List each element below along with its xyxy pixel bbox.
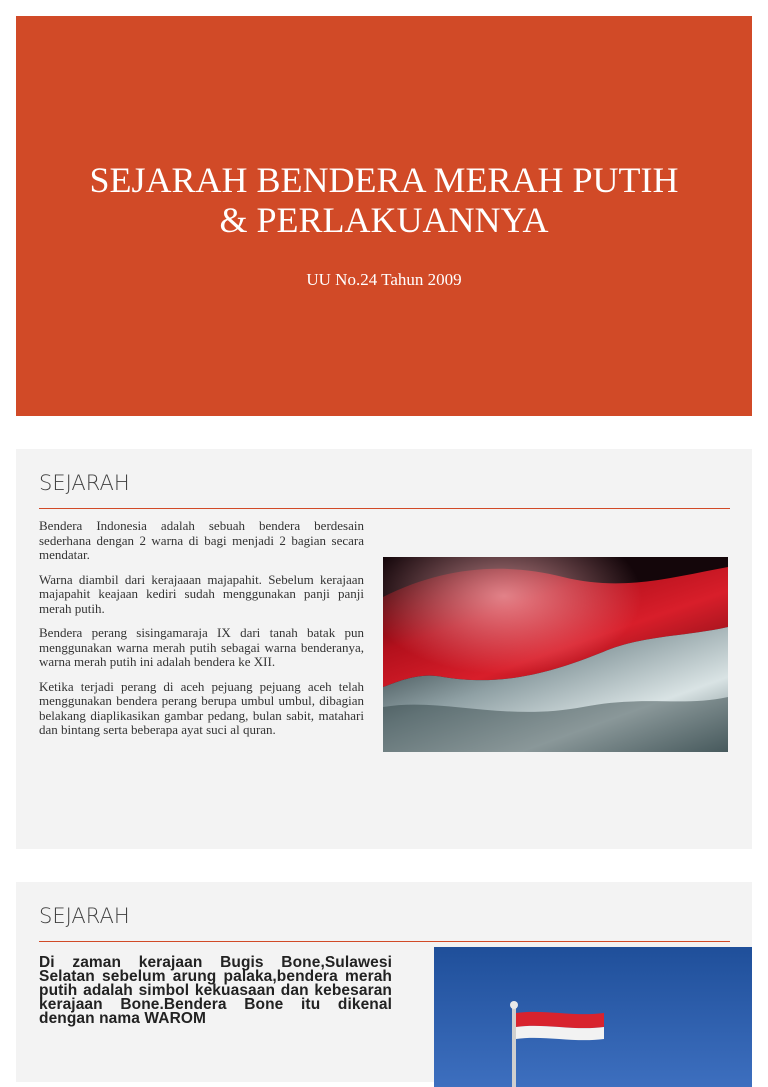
content-slide-2 bbox=[16, 882, 752, 1082]
slide-heading: SEJARAH bbox=[39, 471, 130, 495]
heading-divider bbox=[39, 941, 730, 942]
flag-pole-photo bbox=[434, 947, 752, 1087]
title-slide bbox=[16, 16, 752, 416]
slide-body-text bbox=[39, 956, 392, 1026]
slide-title-line-2: & PERLAKUANNYA bbox=[219, 200, 549, 240]
paragraph: Warna diambil dari kerajaaan majapahit. Sebelum kerajaan majapahit keajaan kediri sudah menggunakan panji panji merah putih. bbox=[39, 571, 364, 616]
paragraph: Ketika terjadi perang di aceh pejuang pejuang aceh telah menggunakan bendera perang berupa umbul umbul, dibagian belakang diaplikasikan gambar pedang, bulan sabit, matahari dan bintang serta beberapa ayat suci al quran. bbox=[39, 678, 364, 737]
paragraph: Bendera perang sisingamaraja IX dari tanah batak pun menggunakan warna merah putih sebagai warna benderanya, warna merah putih ini adalah bendera ke XII. bbox=[39, 625, 364, 669]
heading-divider bbox=[39, 508, 730, 509]
waving-flag-photo bbox=[383, 557, 728, 752]
slide-subtitle: UU No.24 Tahun 2009 bbox=[306, 270, 462, 289]
paragraph: Di zaman kerajaan Bugis Bone,Sulawesi Selatan sebelum arung palaka,bendera merah putih adalah simbol kekuasaan dan kebesaran kerajaan Bone.Bendera Bone itu dikenal dengan nama WAROM bbox=[39, 954, 392, 1027]
slide-heading: SEJARAH bbox=[39, 904, 130, 928]
content-slide-1 bbox=[16, 449, 752, 849]
slide-title-line-1: SEJARAH BENDERA MERAH PUTIH bbox=[89, 160, 679, 200]
slide-title bbox=[16, 160, 752, 240]
slide-body-text bbox=[39, 519, 364, 748]
paragraph: Bendera Indonesia adalah sebuah bendera berdesain sederhana dengan 2 warna di bagi menjadi 2 bagian secara mendatar. bbox=[39, 518, 364, 562]
